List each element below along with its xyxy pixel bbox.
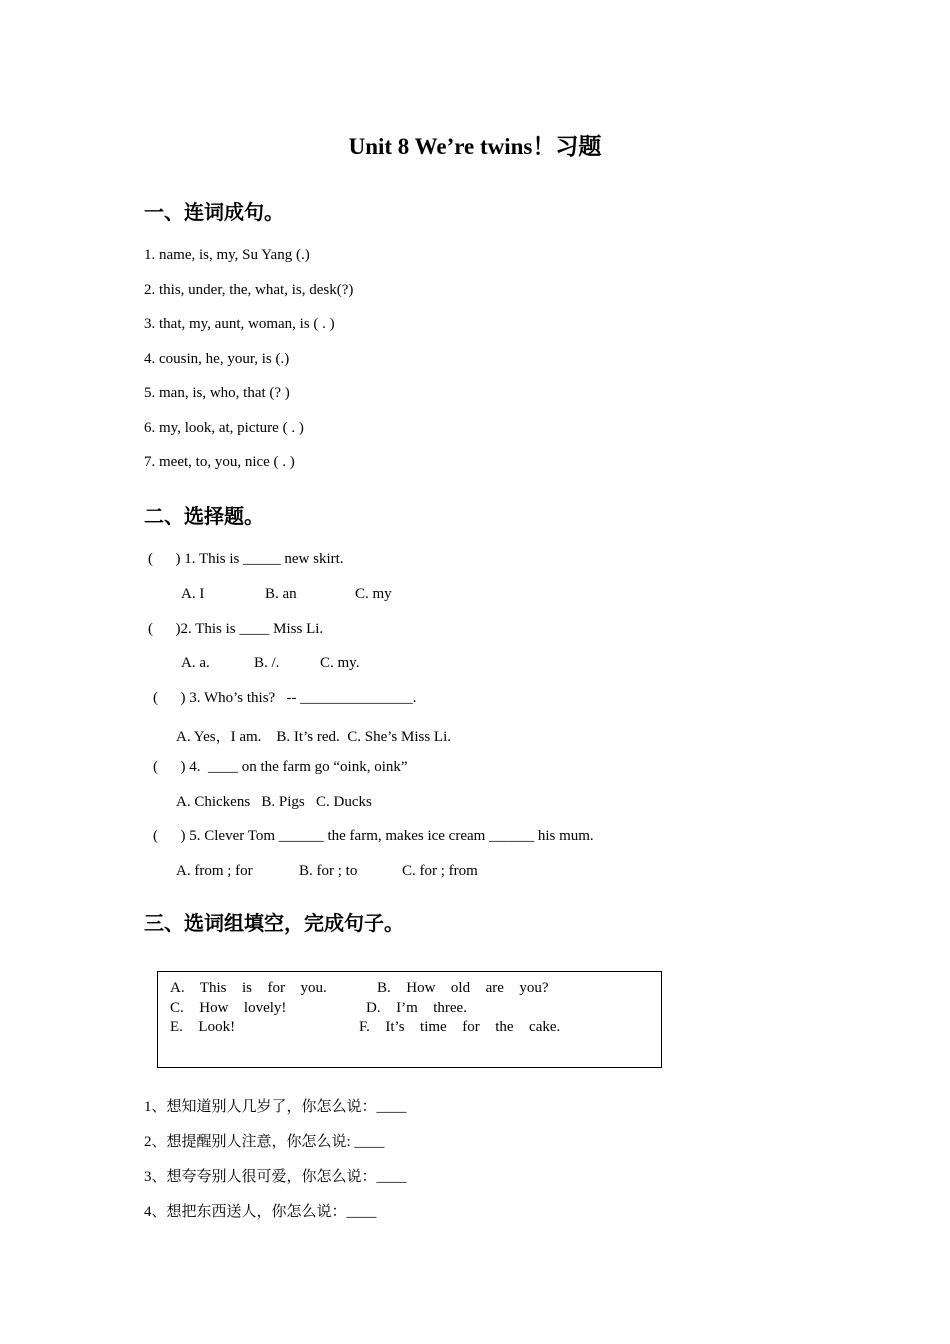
word-bank-e: E. Look!: [170, 1019, 236, 1035]
word-bank-d: D. I’m three.: [366, 1000, 467, 1016]
s2-q5-option-c: C. for ; from: [402, 863, 478, 879]
s1-item-2: 2. this, under, the, what, is, desk(?): [144, 282, 354, 298]
s2-question-1: ( ) 1. This is _____ new skirt.: [148, 551, 344, 567]
word-bank-box: [157, 971, 662, 1068]
s1-item-4: 4. cousin, he, your, is (.): [144, 351, 290, 367]
s1-item-6: 6. my, look, at, picture ( . ): [144, 420, 304, 436]
s2-question-5: ( ) 5. Clever Tom ______ the farm, makes ice cream ______ his mum.: [153, 828, 594, 844]
s2-q1-option-b: B. an: [265, 586, 297, 602]
word-bank-b: B. How old are you?: [377, 980, 549, 996]
s3-item-2: 2、想提醒别人注意，你怎么说: ____: [144, 1134, 385, 1150]
s1-item-7: 7. meet, to, you, nice ( . ): [144, 454, 295, 470]
s1-item-1: 1. name, is, my, Su Yang (.): [144, 247, 310, 263]
s2-q4-options: A. Chickens B. Pigs C. Ducks: [176, 794, 372, 810]
s2-q3-options: A. Yes，I am. B. It’s red. C. She’s Miss Li.: [176, 729, 452, 745]
s1-item-5: 5. man, is, who, that (? ): [144, 385, 290, 401]
s2-q5-option-a: A. from ; for: [176, 863, 253, 879]
word-bank-a: A. This is for you.: [170, 980, 327, 996]
s3-item-3: 3、想夸夸别人很可爱，你怎么说：____: [144, 1169, 407, 1185]
s2-q5-option-b: B. for ; to: [299, 863, 358, 879]
s2-q1-option-a: A. I: [181, 586, 205, 602]
s3-item-1: 1、想知道别人几岁了，你怎么说：____: [144, 1099, 407, 1115]
s2-q1-option-c: C. my: [355, 586, 392, 602]
s2-question-4: ( ) 4. ____ on the farm go “oink, oink”: [153, 759, 408, 775]
s2-question-3: ( ) 3. Who’s this? -- _______________.: [153, 690, 417, 706]
word-bank-f: F. It’s time for the cake.: [359, 1019, 561, 1035]
section-3-heading: 三、选词组填空，完成句子。: [144, 911, 404, 935]
s3-item-4: 4、想把东西送人，你怎么说：____: [144, 1204, 377, 1220]
s1-item-3: 3. that, my, aunt, woman, is ( . ): [144, 316, 335, 332]
word-bank-c: C. How lovely!: [170, 1000, 287, 1016]
s2-q2-option-b: B. /.: [254, 655, 280, 671]
s2-question-2: ( )2. This is ____ Miss Li.: [148, 621, 324, 637]
page-title: Unit 8 We’re twins！习题: [348, 134, 602, 159]
section-1-heading: 一、连词成句。: [144, 200, 284, 224]
s2-q2-option-a: A. a.: [181, 655, 210, 671]
s2-q2-option-c: C. my.: [320, 655, 360, 671]
section-2-heading: 二、选择题。: [144, 504, 264, 528]
